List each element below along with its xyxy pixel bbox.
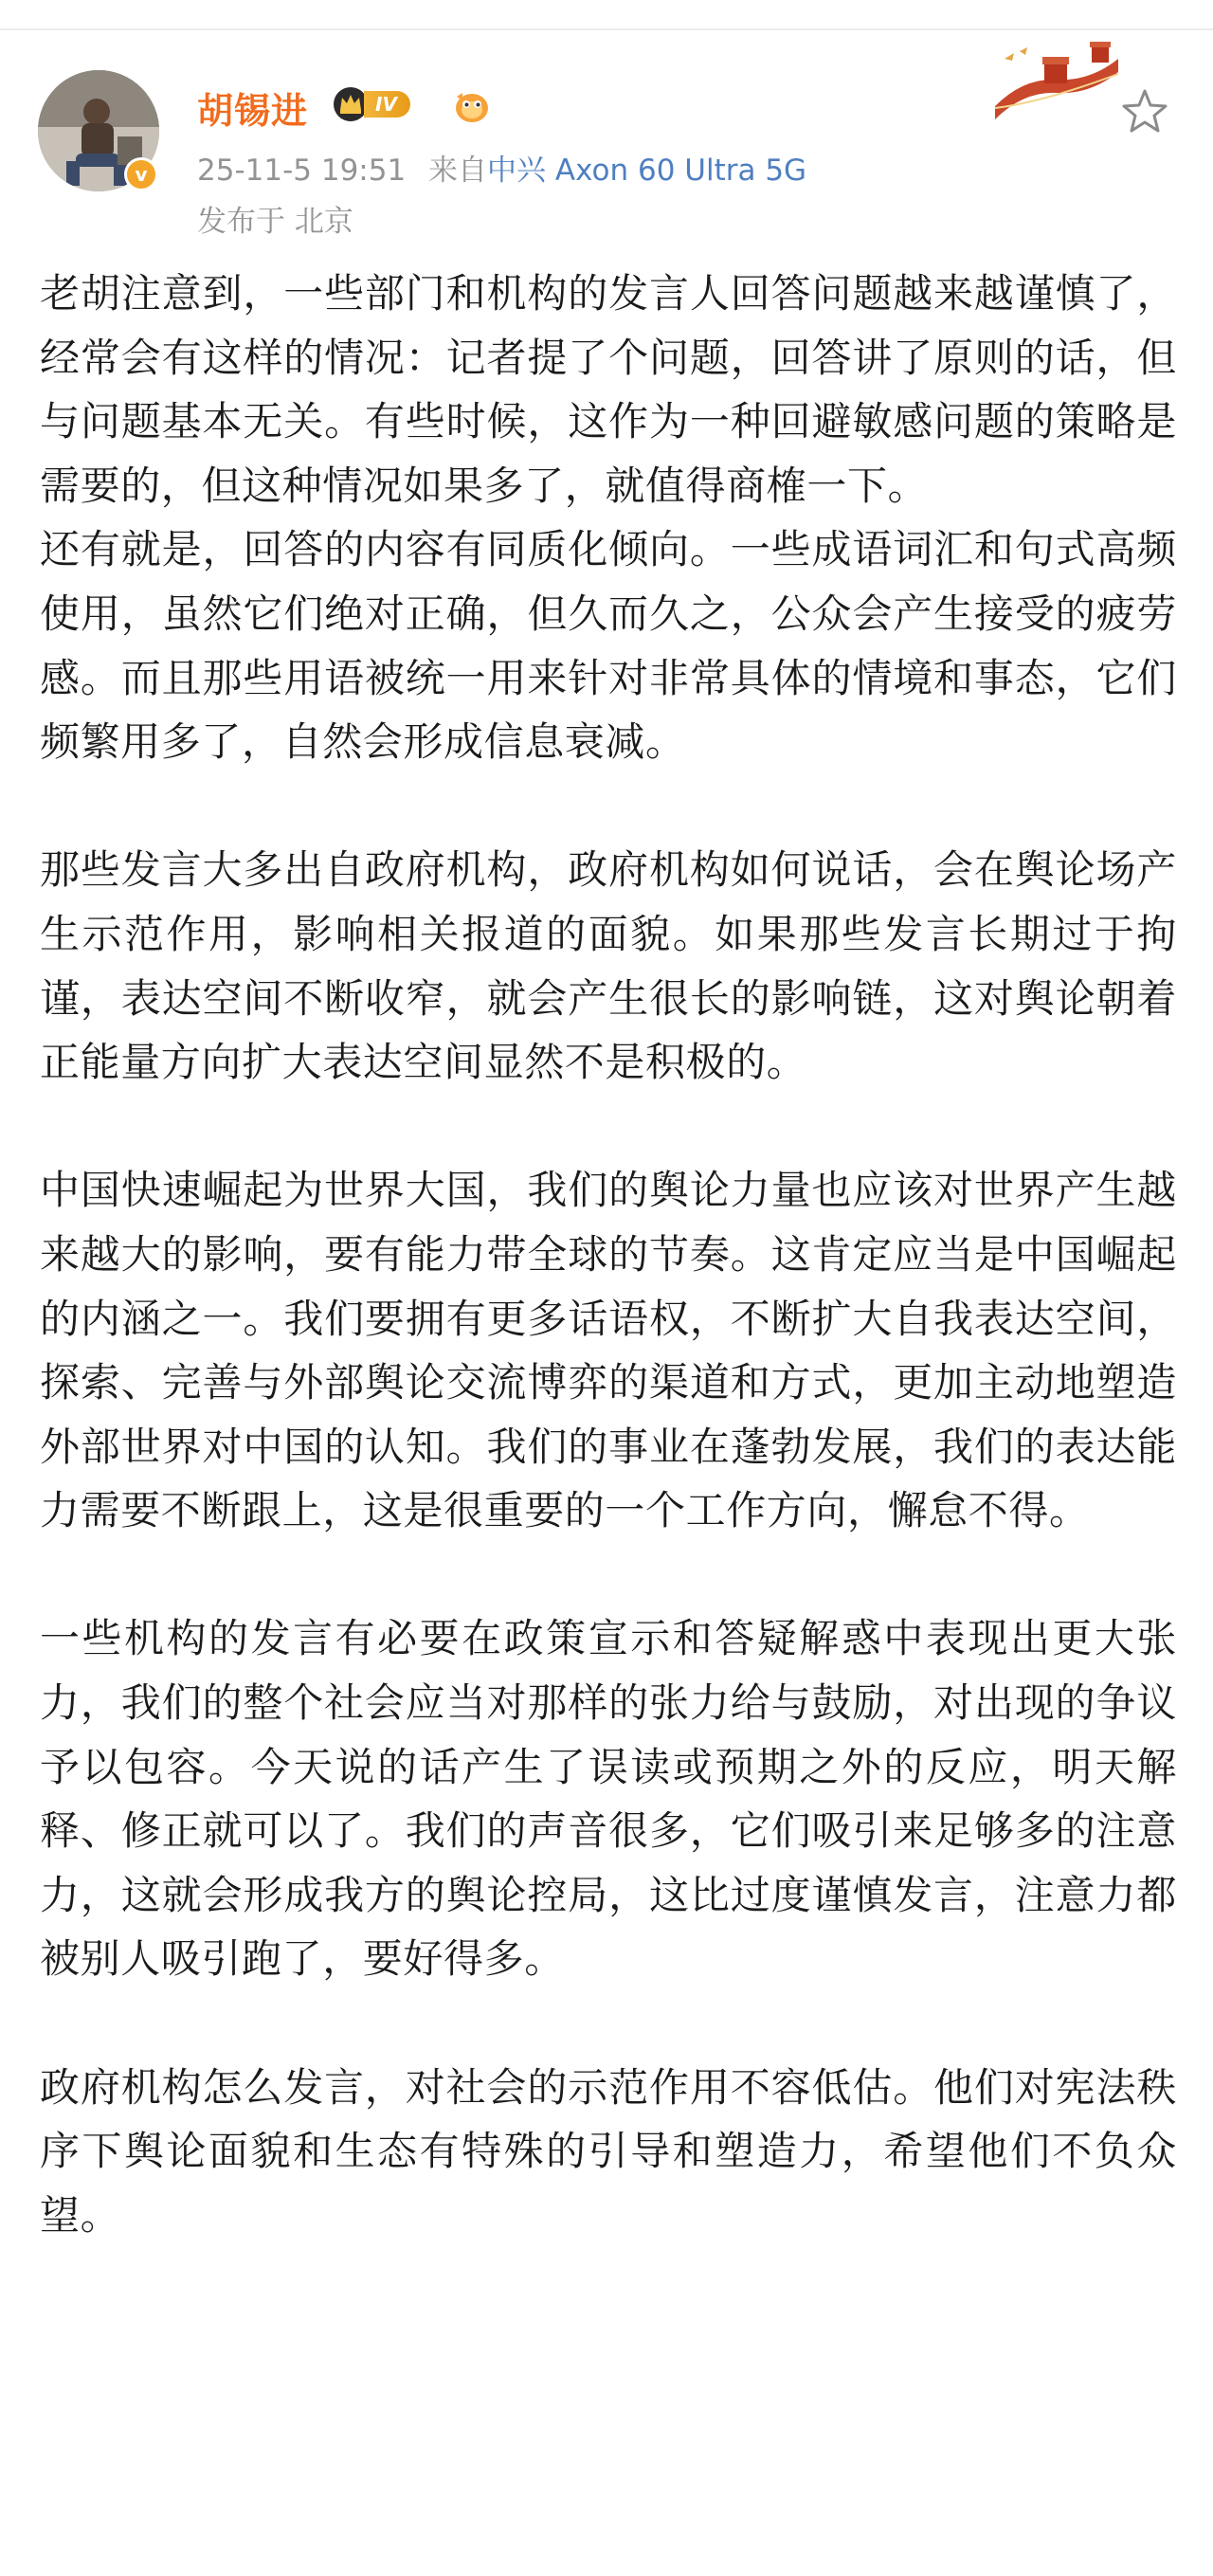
vip-badge[interactable] [332,85,410,123]
post-meta [197,146,806,189]
post-paragraph: 一些机构的发言有必要在政策宣示和答疑解惑中表现出更大张力，我们的整个社会应当对那样的张力给与鼓励，对出现的争议予以包容。今天说的话产生了误读或预期之外的反应，明天解释、修正就可以了。我们的声音很多，它们吸引来足够多的注意力，这就会形成我方的舆论控局，这比过度谨慎发言，注意力都被别人吸引跑了，要好得多。 [40,1615,1177,1983]
fan-badge-icon[interactable] [453,87,491,125]
post-paragraph: 中国快速崛起为世界大国，我们的舆论力量也应该对世界产生越来越大的影响，要有能力带全球的节奏。这肯定应当是中国崛起的内涵之一。我们要拥有更多话语权，不断扩大自我表达空间，探索、完善与外部舆论交流博弈的渠道和方式，更加主动地塑造外部世界对中国的认知。我们的事业在蓬勃发展，我们的表达能力需要不断跟上，这是很重要的一个工作方向，懈怠不得。 [40,1167,1177,1534]
vip-level-label: IV [364,91,410,118]
star-icon[interactable] [1118,85,1171,138]
post-content [40,262,1177,2247]
source-device-link[interactable]: 中兴 Axon 60 Ultra 5G [487,154,807,188]
verified-badge-icon: v [124,157,158,191]
post-paragraph: 还有就是，回答的内容有同质化倾向。一些成语词汇和句式高频使用，虽然它们绝对正确，但久而久之，公众会产生接受的疲劳感。而且那些用语被统一用来针对非常具体的情境和事态，它们频繁用多了，自然会形成信息衰减。 [40,526,1177,766]
post-location: 发布于 北京 [197,205,353,239]
top-divider [0,0,1213,30]
source-prefix: 来自 [428,154,488,188]
post-paragraph: 政府机构怎么发言，对社会的示范作用不容低估。他们对宪法秩序下舆论面貌和生态有特殊的引导和塑造力，希望他们不负众望。 [40,2063,1177,2239]
username[interactable]: 胡锡进 [197,90,309,132]
post-paragraph: 那些发言大多出自政府机构，政府机构如何说话，会在舆论场产生示范作用，影响相关报道的面貌。如果那些发言长期过于拘谨，表达空间不断收窄，就会产生很长的影响链，这对舆论朝着正能量方向扩大表达空间显然不是积极的。 [40,846,1177,1086]
post-timestamp: 25-11-5 19:51 [197,154,407,188]
post-paragraph: 老胡注意到，一些部门和机构的发言人回答问题越来越谨慎了，经常会有这样的情况：记者提了个问题，回答讲了原则的话，但与问题基本无关。有些时候，这作为一种回避敏感问题的策略是需要的，但这种情况如果多了，就值得商榷一下。 [40,270,1177,509]
great-wall-decoration-icon [986,40,1128,125]
